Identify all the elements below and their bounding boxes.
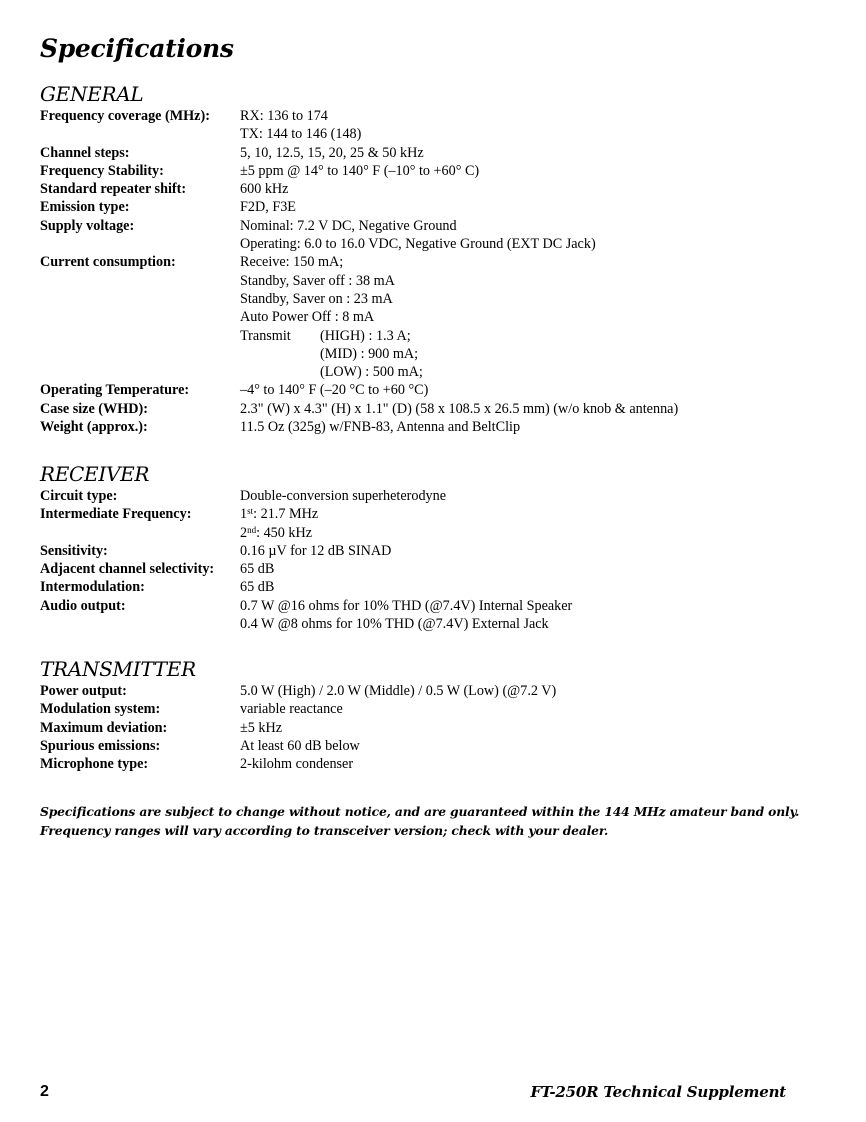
spec-row-deviation (40, 719, 830, 737)
if-ordinal: 2 (240, 524, 248, 541)
spec-value: Auto Power Off : 8 mA (240, 309, 375, 326)
spec-value: Nominal: 7.2 V DC, Negative Ground (240, 217, 457, 234)
spec-label: Maximum deviation: (40, 719, 168, 736)
spec-row-stability (40, 162, 830, 180)
spec-value: At least 60 dB below (240, 737, 360, 754)
disclaimer-note: Specifications are subject to change without notice, and are guaranteed within the 144 MHz amateur band only. Frequency ranges will vary according to transceiver version; check with your dealer. (40, 804, 800, 838)
spec-label: Sensitivity: (40, 542, 108, 559)
spec-value: 0.4 W @8 ohms for 10% THD (@7.4V) External Jack (240, 616, 549, 633)
spec-value: 65 dB (240, 579, 275, 596)
spec-row-if (40, 505, 830, 542)
transmit-label: Transmit (240, 327, 291, 344)
receiver-section (40, 461, 830, 633)
spec-label: Audio output: (40, 597, 126, 614)
transmitter-specs (40, 682, 830, 773)
spec-row-adjacent (40, 560, 830, 578)
general-heading: GENERAL (40, 82, 144, 106)
page-number: 2 (40, 1083, 49, 1100)
spec-row-case (40, 400, 830, 418)
spec-row-modulation (40, 700, 830, 718)
spec-value: 65 dB (240, 561, 275, 578)
spec-value-if-2 (240, 524, 830, 542)
spec-label: Circuit type: (40, 488, 118, 504)
if-ordinal-suffix: st (247, 506, 254, 517)
if-ordinal-suffix: nd (247, 524, 257, 535)
spec-label: Adjacent channel selectivity: (40, 561, 215, 578)
spec-value: ±5 kHz (240, 719, 283, 736)
spec-row-temperature (40, 381, 830, 399)
spec-label: Standard repeater shift: (40, 181, 187, 198)
spec-value: 600 kHz (240, 181, 289, 198)
spec-value: Operating: 6.0 to 16.0 VDC, Negative Ground (EXT DC Jack) (240, 236, 596, 253)
receiver-specs (40, 487, 830, 633)
spec-row-weight (40, 418, 830, 436)
transmit-mid: (MID) : 900 mA; (320, 345, 419, 362)
spec-label: Intermodulation: (40, 579, 145, 596)
spec-value-transmit (240, 327, 830, 345)
spec-value: Standby, Saver on : 23 mA (240, 290, 393, 307)
spec-row-sensitivity (40, 542, 830, 560)
spec-row-steps (40, 144, 830, 162)
spec-value: F2D, F3E (240, 199, 296, 216)
spec-label: Emission type: (40, 199, 130, 216)
spec-label: Operating Temperature: (40, 382, 190, 399)
transmit-low: (LOW) : 500 mA; (320, 364, 423, 381)
if-ordinal: 1 (240, 506, 248, 523)
spec-label: Power output: (40, 683, 127, 699)
general-section (40, 81, 830, 436)
spec-row-microphone (40, 755, 830, 773)
spec-row-spurious (40, 737, 830, 755)
spec-row-intermod (40, 578, 830, 596)
spec-value: variable reactance (240, 701, 343, 718)
spec-row-power (40, 682, 830, 700)
spec-label: Spurious emissions: (40, 737, 161, 754)
footer-document-title: FT-250R Technical Supplement (530, 1083, 786, 1101)
spec-value: TX: 144 to 146 (148) (240, 126, 362, 143)
spec-label: Current consumption: (40, 254, 176, 271)
spec-label: Intermediate Frequency: (40, 506, 192, 523)
spec-value: 5.0 W (High) / 2.0 W (Middle) / 0.5 W (Low) (@7.2 V) (240, 683, 557, 699)
spec-row-emission (40, 198, 830, 216)
spec-value-if-1 (240, 505, 830, 523)
spec-value: 0.7 W @16 ohms for 10% THD (@7.4V) Internal Speaker (240, 597, 573, 614)
spec-value: 0.16 µV for 12 dB SINAD (240, 542, 392, 559)
transmitter-heading: TRANSMITTER (40, 657, 196, 681)
receiver-heading: RECEIVER (40, 462, 150, 486)
if-value: : 21.7 MHz (253, 506, 319, 523)
spec-value: 11.5 Oz (325g) w/FNB-83, Antenna and BeltClip (240, 419, 521, 436)
spec-value: RX: 136 to 174 (240, 108, 328, 124)
spec-row-supply (40, 217, 830, 254)
spec-row-shift (40, 180, 830, 198)
spec-label: Frequency coverage (MHz): (40, 108, 210, 124)
spec-label: Frequency Stability: (40, 162, 164, 179)
spec-value: 2.3" (W) x 4.3" (H) x 1.1" (D) (58 x 108.5 x 26.5 mm) (w/o knob & antenna) (240, 400, 679, 417)
spec-row-frequency (40, 107, 830, 144)
spec-row-circuit (40, 487, 830, 505)
spec-label: Channel steps: (40, 144, 130, 161)
spec-value: 5, 10, 12.5, 15, 20, 25 & 50 kHz (240, 144, 424, 161)
spec-value: –4° to 140° F (–20 °C to +60 °C) (240, 382, 429, 399)
spec-label: Case size (WHD): (40, 400, 148, 417)
spec-value: ±5 ppm @ 14° to 140° F (–10° to +60° C) (240, 162, 480, 179)
transmit-high: (HIGH) : 1.3 A; (320, 327, 411, 344)
spec-label: Weight (approx.): (40, 419, 148, 436)
spec-value: 2-kilohm condenser (240, 756, 354, 773)
spec-value: Standby, Saver off : 38 mA (240, 272, 395, 289)
transmitter-section (40, 656, 830, 773)
spec-label: Modulation system: (40, 701, 161, 718)
general-specs (40, 107, 830, 436)
spec-value: Double-conversion superheterodyne (240, 488, 447, 504)
spec-row-current (40, 253, 830, 381)
spec-label: Supply voltage: (40, 217, 135, 234)
spec-label: Microphone type: (40, 756, 149, 773)
page-title: Specifications (40, 34, 234, 63)
spec-row-audio (40, 597, 830, 634)
if-value: : 450 kHz (256, 524, 313, 541)
spec-value: Receive: 150 mA; (240, 254, 344, 271)
